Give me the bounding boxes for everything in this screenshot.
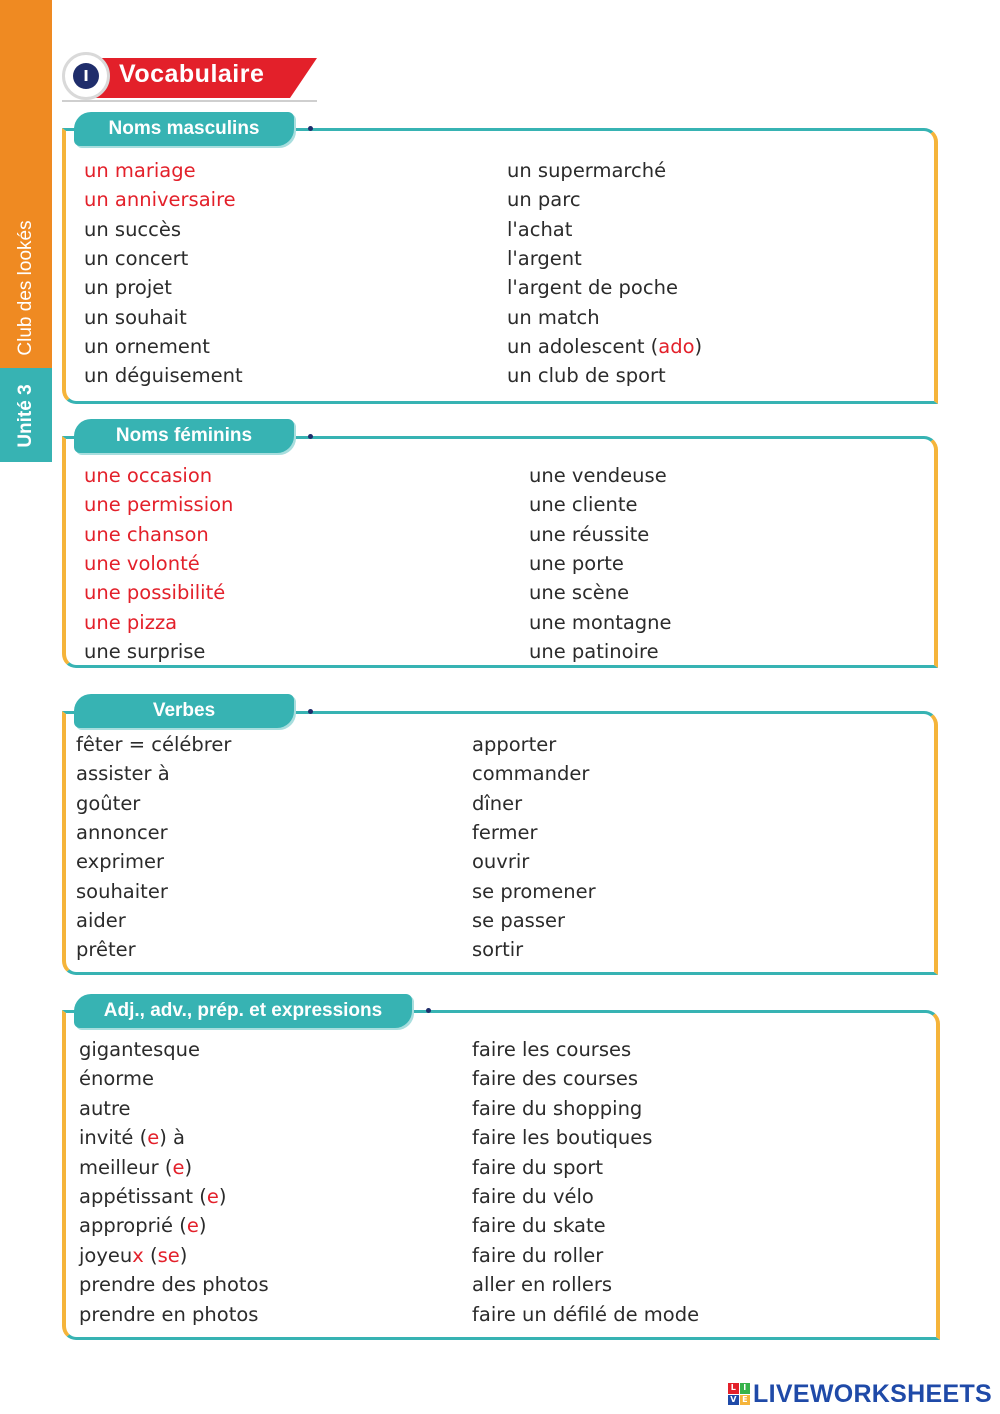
section-number: I xyxy=(73,63,99,89)
logo-letter: I xyxy=(740,1383,751,1394)
french-term xyxy=(507,185,581,214)
french-term xyxy=(472,1211,606,1240)
french-term-ending: e xyxy=(186,1214,199,1238)
section-dot xyxy=(426,1008,431,1013)
french-term xyxy=(76,847,164,876)
french-term xyxy=(84,490,233,519)
french-term xyxy=(76,935,136,964)
french-term xyxy=(76,730,231,759)
french-term-ending: se xyxy=(157,1243,180,1267)
french-term-text: faire du vélo xyxy=(472,1185,594,1208)
french-term xyxy=(472,1064,638,1093)
french-term-text: un concert xyxy=(84,246,189,270)
section-title-tab: Noms masculins xyxy=(74,112,294,146)
french-term xyxy=(84,215,181,244)
french-term xyxy=(79,1182,226,1211)
french-term-text: joyeu xyxy=(79,1243,133,1267)
french-term xyxy=(472,877,596,906)
french-term-text: dîner xyxy=(472,791,523,815)
french-term xyxy=(79,1094,131,1123)
french-term-text: ) xyxy=(198,1214,207,1238)
french-term xyxy=(84,303,187,332)
french-term-text: ) xyxy=(218,1185,227,1208)
section-dot xyxy=(308,434,313,439)
french-term xyxy=(472,1182,594,1211)
french-term xyxy=(84,156,196,185)
french-term-text: faire du skate xyxy=(472,1214,606,1238)
french-term xyxy=(84,608,177,637)
french-term xyxy=(79,1035,200,1064)
french-term xyxy=(472,730,556,759)
french-term-ending: e xyxy=(206,1185,219,1208)
french-term xyxy=(84,637,205,666)
french-term xyxy=(79,1241,187,1270)
french-term-text: une patinoire xyxy=(529,639,659,663)
french-term-text: assister à xyxy=(76,762,170,786)
french-term-text: une surprise xyxy=(84,639,206,663)
french-term xyxy=(529,461,667,490)
french-term xyxy=(76,906,126,935)
french-term xyxy=(76,818,168,847)
french-term xyxy=(472,935,523,964)
french-term xyxy=(529,549,624,578)
french-term-text: faire du sport xyxy=(472,1155,604,1179)
french-term-text: un ornement xyxy=(84,334,210,358)
french-term xyxy=(84,520,209,549)
french-term-text: un parc xyxy=(507,188,581,212)
french-term xyxy=(472,847,529,876)
french-term xyxy=(79,1123,185,1152)
french-term-text: ( xyxy=(143,1243,158,1267)
french-term-text: une réussite xyxy=(529,522,650,546)
french-term-text: invité ( xyxy=(79,1126,148,1150)
french-term-text: fêter = célébrer xyxy=(76,733,232,756)
french-term xyxy=(84,578,225,607)
logo-letter: E xyxy=(740,1395,751,1406)
french-term-text: une cliente xyxy=(529,493,638,517)
french-term xyxy=(507,303,600,332)
french-term-text: meilleur ( xyxy=(79,1155,173,1179)
french-term-text: ) à xyxy=(159,1126,185,1150)
french-term xyxy=(472,818,538,847)
liveworksheets-footer xyxy=(728,1380,992,1408)
french-term xyxy=(507,273,678,302)
french-term-text: une vendeuse xyxy=(529,464,667,487)
french-term-text: aller en rollers xyxy=(472,1273,613,1297)
sidebar-unit-label: Unité 3 xyxy=(15,384,36,448)
french-term xyxy=(472,1270,612,1299)
section-dot xyxy=(308,709,313,714)
french-term-text: prêter xyxy=(76,938,136,962)
logo-letter: V xyxy=(728,1395,739,1406)
section-title-tab: Adj., adv., prép. et expressions xyxy=(74,994,412,1028)
section-number-badge xyxy=(62,52,110,100)
french-term xyxy=(507,332,702,361)
french-term-text: souhaiter xyxy=(76,879,168,903)
french-term-text: énorme xyxy=(79,1067,154,1091)
french-term xyxy=(472,1300,699,1329)
french-term-text: autre xyxy=(79,1096,131,1120)
french-term xyxy=(84,273,172,302)
vocabulary-title: Vocabulaire xyxy=(119,60,265,88)
french-term-text: un adolescent ( xyxy=(507,334,659,358)
french-term xyxy=(507,361,666,390)
french-term xyxy=(76,789,140,818)
header-underline xyxy=(62,100,317,102)
french-term-text: faire du shopping xyxy=(472,1096,643,1120)
french-term-ending: e xyxy=(172,1155,185,1179)
french-term xyxy=(76,877,168,906)
french-term xyxy=(507,244,582,273)
liveworksheets-logo-icon xyxy=(728,1383,750,1405)
french-term xyxy=(472,1123,652,1152)
unit-sidebar xyxy=(0,0,52,462)
french-term-text: un anniversaire xyxy=(84,188,236,212)
logo-letter: L xyxy=(728,1383,739,1394)
french-term-text: ) xyxy=(184,1155,193,1179)
french-term xyxy=(84,244,188,273)
french-term-ending: x xyxy=(132,1243,144,1267)
french-term xyxy=(84,361,243,390)
french-term-text: prendre en photos xyxy=(79,1302,259,1326)
french-term-text: commander xyxy=(472,762,590,786)
french-term xyxy=(76,759,170,788)
french-term xyxy=(507,156,666,185)
liveworksheets-brand: LIVEWORKSHEETS xyxy=(753,1379,992,1408)
french-term-text: sortir xyxy=(472,938,524,962)
french-term xyxy=(472,789,522,818)
french-term-text: une permission xyxy=(84,493,234,517)
french-term-text: une volonté xyxy=(84,551,200,575)
french-term xyxy=(472,759,589,788)
french-term xyxy=(529,637,659,666)
french-term-text: l'argent de poche xyxy=(507,276,678,300)
french-term-text: une possibilité xyxy=(84,581,226,605)
french-term-text: une pizza xyxy=(84,610,178,634)
french-term-text: un mariage xyxy=(84,159,196,182)
french-term-text: faire les courses xyxy=(472,1038,632,1061)
french-term xyxy=(84,461,212,490)
french-term-text: ouvrir xyxy=(472,850,530,874)
french-term xyxy=(79,1300,258,1329)
french-term-text: une occasion xyxy=(84,464,213,487)
french-term xyxy=(79,1211,206,1240)
french-term-text: un succès xyxy=(84,217,182,241)
section-dot xyxy=(308,126,313,131)
french-term xyxy=(529,578,629,607)
french-term-text: se promener xyxy=(472,879,596,903)
section-title-tab: Verbes xyxy=(74,694,294,728)
vocabulary-header xyxy=(62,50,322,106)
french-term xyxy=(84,332,210,361)
french-term-text: faire un défilé de mode xyxy=(472,1302,700,1326)
french-term xyxy=(529,520,649,549)
french-term-text: fermer xyxy=(472,820,538,844)
french-term-text: un match xyxy=(507,305,600,329)
french-term xyxy=(79,1064,154,1093)
french-term xyxy=(472,906,565,935)
french-term-text: exprimer xyxy=(76,850,165,874)
french-term-text: ) xyxy=(179,1243,188,1267)
french-term xyxy=(472,1094,642,1123)
sidebar-club-label: Club des lookés xyxy=(15,220,36,356)
french-term-text: une scène xyxy=(529,581,630,605)
french-term-text: se passer xyxy=(472,908,566,932)
french-term-text: un déguisement xyxy=(84,364,243,388)
french-term-ending: e xyxy=(147,1126,160,1150)
french-term xyxy=(84,549,200,578)
french-term-text: annoncer xyxy=(76,820,168,844)
section-title-tab: Noms féminins xyxy=(74,419,294,453)
french-term xyxy=(472,1153,603,1182)
french-term xyxy=(472,1241,603,1270)
french-term-text: appétissant ( xyxy=(79,1185,207,1208)
french-term xyxy=(84,185,236,214)
french-term-text: l'achat xyxy=(507,217,573,241)
french-term-text: faire les boutiques xyxy=(472,1126,653,1150)
french-term xyxy=(529,608,672,637)
french-term-text: ) xyxy=(694,334,703,358)
french-term-text: un souhait xyxy=(84,305,187,329)
french-term-text: une montagne xyxy=(529,610,672,634)
french-term-text: l'argent xyxy=(507,246,582,270)
french-term-text: prendre des photos xyxy=(79,1273,269,1297)
french-term-text: faire du roller xyxy=(472,1243,604,1267)
french-term-text: un projet xyxy=(84,276,172,300)
french-term xyxy=(529,490,637,519)
french-term xyxy=(472,1035,631,1064)
french-term-text: faire des courses xyxy=(472,1067,639,1091)
french-term-text: gigantesque xyxy=(79,1038,201,1061)
french-term-text: goûter xyxy=(76,791,141,815)
french-term xyxy=(79,1270,269,1299)
french-term-ending: ado xyxy=(658,334,695,358)
french-term-text: un club de sport xyxy=(507,364,666,388)
french-term xyxy=(79,1153,192,1182)
french-term-text: approprié ( xyxy=(79,1214,187,1238)
french-term-text: aider xyxy=(76,908,126,932)
french-term xyxy=(507,215,572,244)
french-term-text: apporter xyxy=(472,733,557,756)
french-term-text: une chanson xyxy=(84,522,209,546)
french-term-text: une porte xyxy=(529,551,624,575)
french-term-text: un supermarché xyxy=(507,159,667,182)
